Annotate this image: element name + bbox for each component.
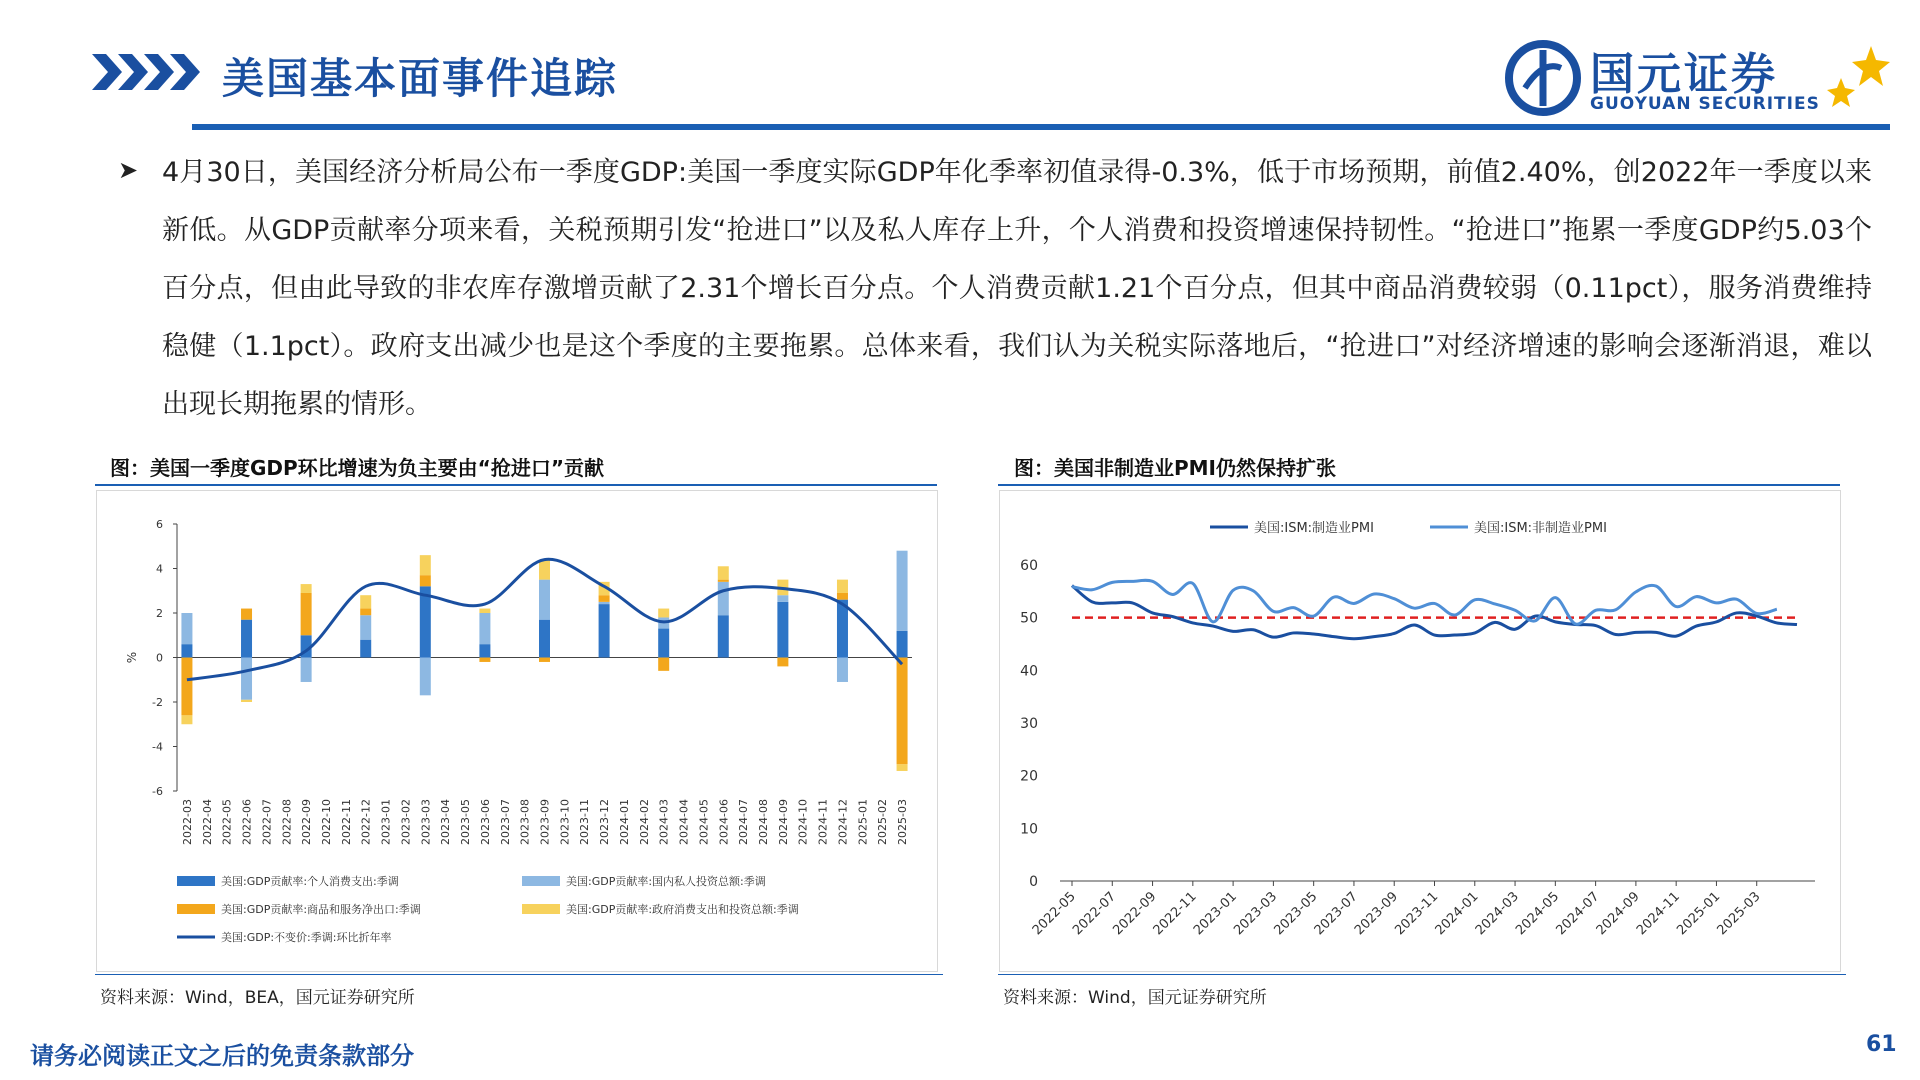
- y-tick-label: 30: [1020, 716, 1038, 732]
- bar-segment: [658, 629, 669, 658]
- right-figure-source: 资料来源：Wind，国元证券研究所: [1003, 988, 1267, 1008]
- y-tick-label: 4: [156, 562, 163, 576]
- y-tick-label: 6: [156, 518, 163, 531]
- bar-segment: [539, 580, 550, 620]
- bar-segment: [301, 658, 312, 682]
- bar-segment: [479, 613, 490, 644]
- x-tick-label: 2022-08: [280, 799, 294, 845]
- x-tick-label: 2024-02: [637, 799, 651, 845]
- legend-label: 美国:ISM:非制造业PMI: [1474, 521, 1607, 536]
- bar-segment: [837, 593, 848, 600]
- x-tick-label: 2022-04: [200, 799, 214, 845]
- bar-segment: [777, 595, 788, 602]
- legend-label: 美国:GDP贡献率:国内私人投资总额:季调: [566, 875, 766, 888]
- pmi-series-line: [1072, 586, 1797, 639]
- bar-segment: [897, 658, 908, 765]
- x-tick-label: 2023-01: [379, 799, 393, 845]
- x-tick-label: 2023-05: [1271, 889, 1321, 939]
- y-tick-label: -4: [152, 740, 163, 754]
- x-tick-label: 2022-11: [339, 799, 353, 845]
- right-caption-line: [998, 484, 1840, 486]
- x-tick-label: 2024-01: [617, 799, 631, 845]
- bar-segment: [658, 609, 669, 618]
- x-tick-label: 2023-06: [478, 799, 492, 845]
- x-tick-label: 2023-01: [1190, 889, 1240, 939]
- left-source-line: [95, 974, 943, 975]
- legend-swatch: [177, 876, 215, 886]
- x-tick-label: 2023-07: [1311, 889, 1361, 939]
- x-tick-label: 2022-12: [359, 799, 373, 845]
- x-tick-label: 2023-09: [538, 799, 552, 845]
- bar-segment: [181, 715, 192, 724]
- legend-label: 美国:ISM:制造业PMI: [1254, 521, 1374, 536]
- x-tick-label: 2022-05: [220, 799, 234, 845]
- y-tick-label: 20: [1020, 768, 1038, 785]
- summary-paragraph: 4月30日，美国经济分析局公布一季度GDP:美国一季度实际GDP年化季率初值录得-0.3%，低于市场预期，前值2.40%，创2022年一季度以来新低。从GDP贡献率分项来看，关税预期引发“抢进口”以及私人库存上升，个人消费和投资增速保持韧性。“抢进口”拖累一季度GDP约5.03个百分点，但由此导致的非农库存激增贡献了2.31个增长百分点。个人消费贡献1.21个百分点，但其中商品消费较弱（0.11pct），服务消费维持稳健（1.1pct）。政府支出减少也是这个季度的主要拖累。总体来看，我们认为关税实际落地后，“抢进口”对经济增速的影响会逐渐消退，难以出现长期拖累的情形。: [162, 157, 1872, 420]
- x-tick-label: 2022-06: [240, 799, 254, 845]
- bar-segment: [360, 595, 371, 608]
- bar-segment: [420, 555, 431, 575]
- x-tick-label: 2023-04: [439, 799, 453, 845]
- bar-segment: [420, 575, 431, 586]
- y-tick-label: 50: [1020, 610, 1038, 627]
- legend-swatch: [522, 904, 560, 914]
- bar-segment: [301, 584, 312, 593]
- x-tick-label: 2022-03: [180, 799, 194, 845]
- bar-segment: [718, 566, 729, 579]
- x-tick-label: 2024-09: [1593, 889, 1643, 939]
- left-caption-line: [95, 484, 937, 486]
- x-tick-label: 2023-03: [1231, 889, 1281, 939]
- bar-segment: [181, 658, 192, 716]
- logo-chinese-name: 国元证券: [1590, 49, 1778, 100]
- bar-segment: [837, 580, 848, 593]
- x-tick-label: 2023-12: [598, 799, 612, 845]
- x-tick-label: 2022-09: [300, 799, 314, 845]
- x-tick-label: 2022-07: [260, 799, 274, 845]
- logo-star-icon: [1823, 44, 1893, 114]
- bar-segment: [539, 560, 550, 580]
- y-tick-label: -2: [152, 696, 163, 709]
- y-tick-label: 0: [1029, 874, 1038, 890]
- disclaimer-note: 请务必阅读正文之后的免责条款部分: [30, 1042, 414, 1070]
- bar-segment: [599, 604, 610, 657]
- x-tick-label: 2022-09: [1110, 889, 1160, 939]
- bar-segment: [479, 658, 490, 662]
- bar-segment: [837, 658, 848, 682]
- bar-segment: [718, 615, 729, 657]
- x-tick-label: 2023-07: [498, 799, 512, 845]
- company-logo: [1505, 38, 1900, 118]
- legend-label: 美国:GDP贡献率:商品和服务净出口:季调: [221, 903, 421, 916]
- x-tick-label: 2024-01: [1432, 889, 1482, 939]
- x-tick-label: 2025-01: [856, 799, 870, 845]
- left-figure-caption: 图：美国一季度GDP环比增速为负主要由“抢进口”贡献: [110, 456, 604, 480]
- bar-segment: [599, 602, 610, 604]
- x-tick-label: 2023-05: [459, 799, 473, 845]
- bar-segment: [777, 602, 788, 658]
- y-tick-label: 0: [156, 651, 163, 665]
- x-tick-label: 2023-11: [578, 799, 592, 845]
- page-title: 美国基本面事件追踪: [222, 54, 619, 103]
- x-tick-label: 2023-09: [1352, 889, 1402, 939]
- x-tick-label: 2022-10: [319, 799, 333, 845]
- y-tick-label: 2: [156, 607, 163, 620]
- right-chart-frame: [999, 490, 1841, 972]
- bar-segment: [897, 551, 908, 631]
- x-tick-label: 2025-03: [1714, 889, 1764, 939]
- x-tick-label: 2024-11: [816, 799, 830, 845]
- x-tick-label: 2022-07: [1070, 889, 1120, 939]
- x-tick-label: 2025-01: [1674, 889, 1724, 939]
- left-chart-frame: [96, 490, 938, 972]
- pmi-chart: [1000, 491, 1840, 971]
- x-tick-label: 2022-11: [1150, 889, 1200, 939]
- y-tick-label: -6: [152, 785, 163, 798]
- x-tick-label: 2022-05: [1029, 889, 1079, 939]
- bar-segment: [718, 582, 729, 615]
- x-tick-label: 2024-06: [717, 799, 731, 845]
- bar-segment: [479, 644, 490, 657]
- x-tick-label: 2023-02: [399, 799, 413, 845]
- bar-segment: [360, 640, 371, 658]
- x-tick-label: 2024-12: [836, 799, 850, 845]
- bar-segment: [181, 644, 192, 657]
- bar-segment: [181, 613, 192, 644]
- bar-segment: [241, 658, 252, 700]
- bar-segment: [241, 700, 252, 702]
- x-tick-label: 2025-03: [896, 799, 910, 845]
- header-divider: [192, 124, 1890, 130]
- x-tick-label: 2024-05: [1513, 889, 1563, 939]
- bar-segment: [718, 580, 729, 582]
- bar-segment: [420, 658, 431, 696]
- y-tick-label: 60: [1020, 558, 1038, 574]
- bar-segment: [241, 620, 252, 658]
- bar-segment: [301, 593, 312, 635]
- x-tick-label: 2023-11: [1392, 889, 1442, 939]
- x-tick-label: 2023-03: [419, 799, 433, 845]
- x-tick-label: 2024-03: [1472, 889, 1522, 939]
- legend-label: 美国:GDP:不变价:季调:环比折年率: [221, 931, 392, 944]
- x-tick-label: 2024-10: [796, 799, 810, 845]
- x-tick-label: 2023-08: [518, 799, 532, 845]
- x-tick-label: 2024-07: [737, 799, 751, 845]
- logo-emblem-icon: [1505, 38, 1583, 118]
- x-tick-label: 2024-04: [677, 799, 691, 845]
- x-tick-label: 2024-08: [757, 799, 771, 845]
- bar-segment: [241, 609, 252, 620]
- bar-segment: [599, 595, 610, 602]
- x-tick-label: 2023-10: [558, 799, 572, 845]
- legend-label: 美国:GDP贡献率:政府消费支出和投资总额:季调: [566, 903, 799, 916]
- y-tick-label: 40: [1020, 663, 1038, 680]
- bar-segment: [539, 658, 550, 662]
- y-tick-label: 10: [1020, 821, 1038, 838]
- y-axis-label: %: [125, 651, 139, 664]
- x-tick-label: 2024-03: [657, 799, 671, 845]
- logo-english-name: GUOYUAN SECURITIES: [1590, 94, 1820, 114]
- bar-segment: [360, 609, 371, 616]
- gdp-contribution-chart: [97, 491, 937, 971]
- left-figure-source: 资料来源：Wind，BEA，国元证券研究所: [100, 988, 415, 1008]
- right-source-line: [998, 974, 1846, 975]
- bar-segment: [479, 609, 490, 613]
- page-number: 61: [1866, 1032, 1897, 1057]
- right-figure-caption: 图：美国非制造业PMI仍然保持扩张: [1014, 456, 1337, 480]
- x-tick-label: 2024-11: [1633, 889, 1683, 939]
- legend-swatch: [177, 904, 215, 914]
- header-arrows-icon: [92, 52, 202, 92]
- legend-swatch: [522, 876, 560, 886]
- bar-segment: [897, 631, 908, 658]
- x-tick-label: 2025-02: [876, 799, 890, 845]
- x-tick-label: 2024-05: [697, 799, 711, 845]
- bar-segment: [658, 658, 669, 671]
- bar-segment: [777, 658, 788, 667]
- bar-segment: [360, 615, 371, 639]
- bar-segment: [539, 620, 550, 658]
- legend-label: 美国:GDP贡献率:个人消费支出:季调: [221, 875, 399, 888]
- bar-segment: [897, 764, 908, 771]
- x-tick-label: 2024-09: [776, 799, 790, 845]
- bullet-arrow-icon: ➤: [118, 156, 139, 184]
- x-tick-label: 2024-07: [1553, 889, 1603, 939]
